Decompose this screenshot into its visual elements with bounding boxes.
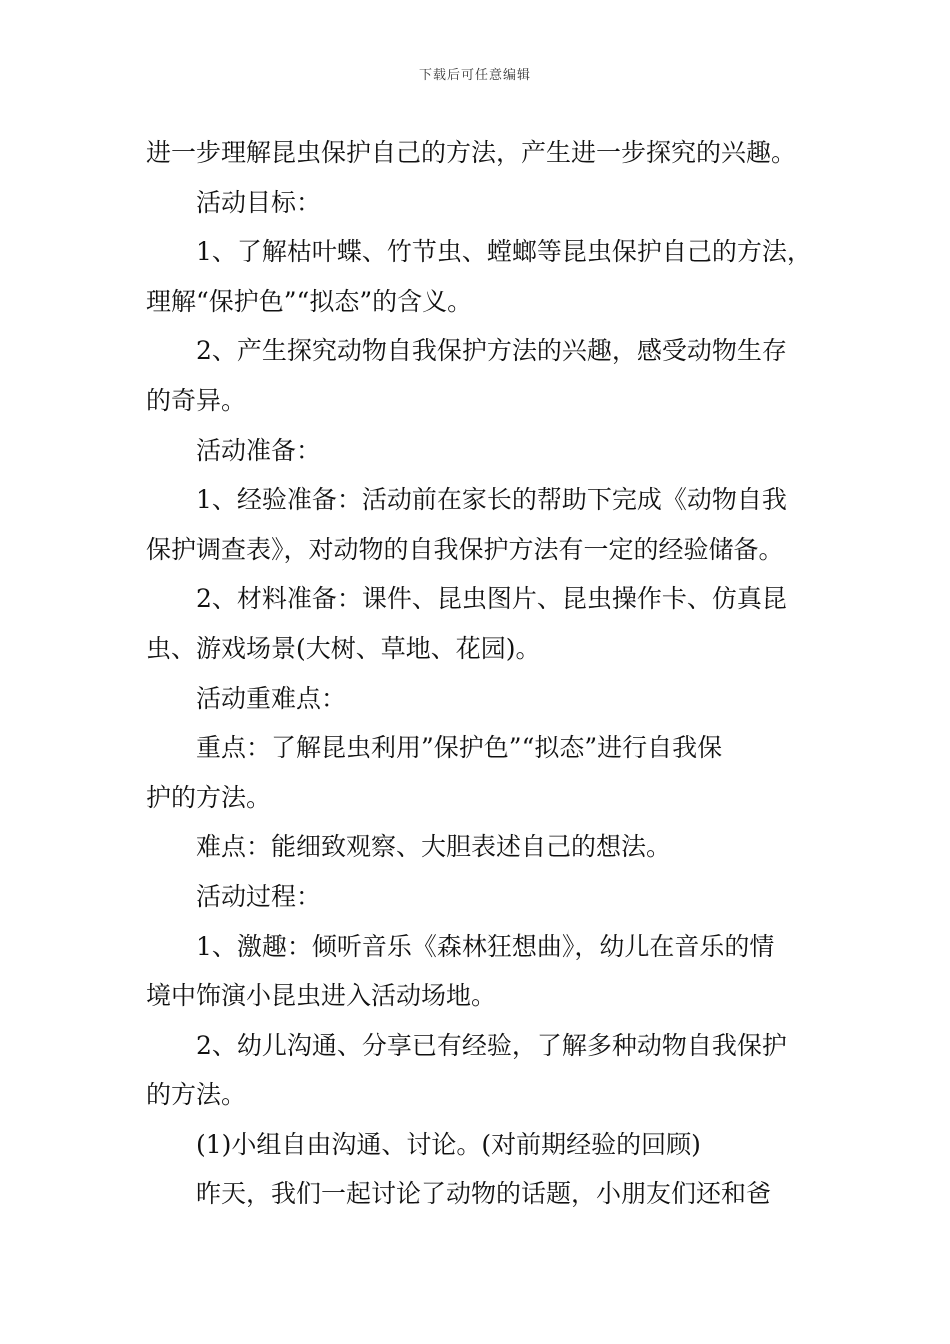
text-line: 虫、游戏场景(大树、草地、花园)。 [146, 633, 541, 663]
text-line: 重点：了解昆虫利用”保护色”“拟态”进行自我保 [196, 733, 723, 763]
text-line: 1、了解枯叶蝶、竹节虫、螳螂等昆虫保护自己的方法， [196, 237, 812, 267]
text-line: 难点：能细致观察、大胆表述自己的想法。 [196, 832, 672, 862]
text-line: 的奇异。 [146, 385, 247, 415]
document-body [146, 128, 812, 1219]
section-heading-preparation: 活动准备： [196, 435, 322, 465]
page-header: 下载后可任意编辑 [418, 68, 531, 83]
text-line: 保护调查表》，对动物的自我保护方法有一定的经验储备。 [146, 534, 784, 564]
text-line: 境中饰演小昆虫进入活动场地。 [146, 981, 497, 1011]
text-line: 进一步理解昆虫保护自己的方法，产生进一步探究的兴趣。 [146, 138, 797, 167]
text-line: 1、激趣：倾听音乐《森林狂想曲》，幼儿在音乐的情 [196, 931, 775, 961]
text-line: 昨天，我们一起讨论了动物的话题，小朋友们还和爸 [196, 1179, 772, 1209]
section-heading-process: 活动过程： [196, 881, 322, 911]
text-line: 1、经验准备：活动前在家长的帮助下完成《动物自我 [196, 485, 787, 515]
text-line: 理解“保护色”“拟态”的含义。 [146, 286, 473, 316]
section-heading-key-points: 活动重难点： [196, 683, 347, 713]
text-line: 2、幼儿沟通、分享已有经验，了解多种动物自我保护 [196, 1030, 787, 1060]
text-line: 2、产生探究动物自我保护方法的兴趣，感受动物生存 [196, 336, 787, 366]
section-heading-objectives: 活动目标： [196, 187, 322, 217]
text-line: 的方法。 [146, 1080, 247, 1110]
text-line: (1)小组自由沟通、讨论。(对前期经验的回顾) [196, 1129, 701, 1159]
text-line: 护的方法。 [146, 782, 272, 812]
text-line: 2、材料准备：课件、昆虫图片、昆虫操作卡、仿真昆 [196, 584, 787, 614]
